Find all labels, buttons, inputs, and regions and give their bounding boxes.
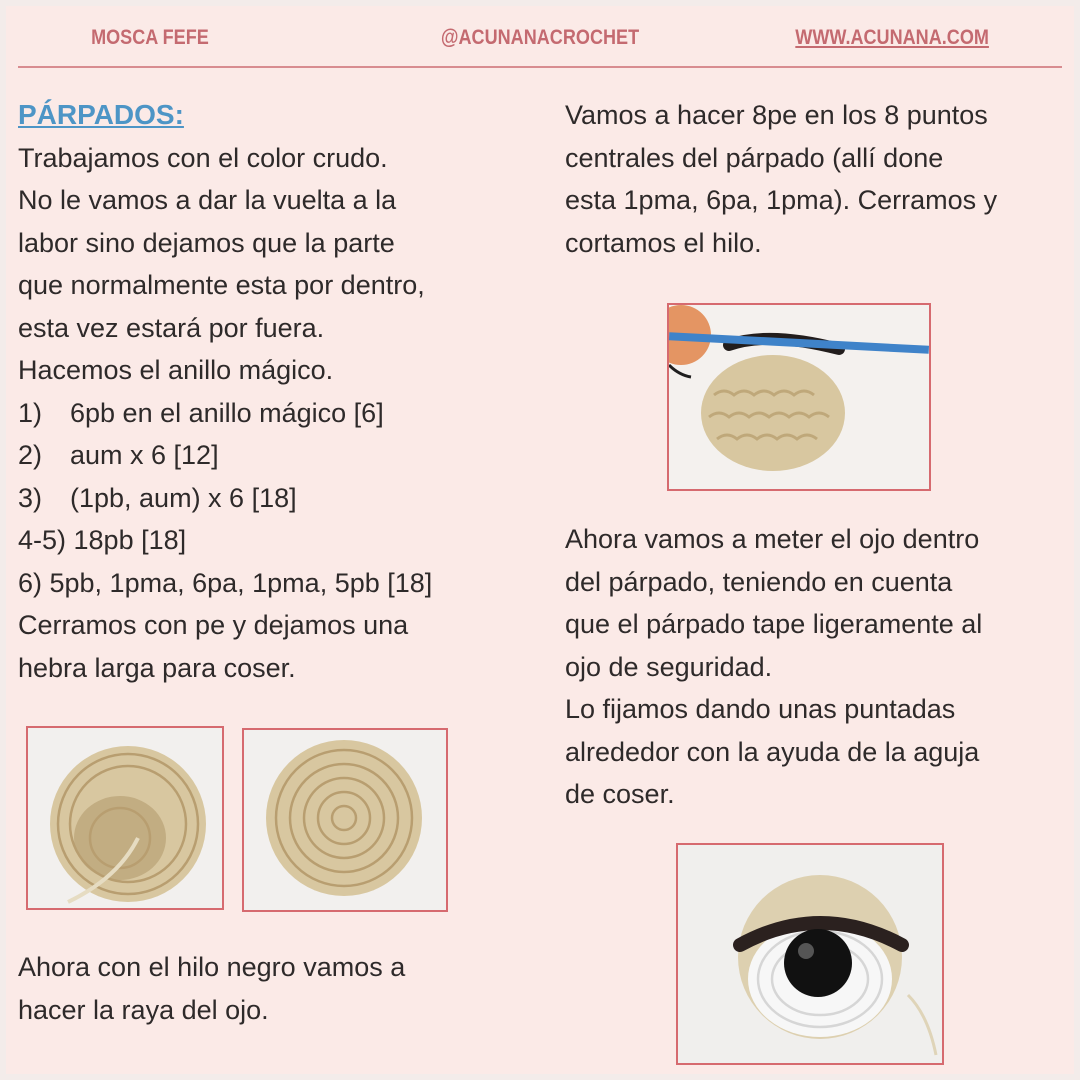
header-divider [18, 66, 1062, 68]
page [6, 6, 1074, 1074]
step-number: 2) [18, 440, 43, 470]
paragraph-line: ojo de seguridad. [565, 651, 773, 682]
paragraph-line: centrales del párpado (allí done [565, 142, 944, 173]
paragraph-line: Vamos a hacer 8pe en los 8 puntos [565, 100, 988, 130]
caption-line: hacer la raya del ojo. [18, 994, 269, 1025]
crochet-cup-icon [244, 730, 446, 910]
paragraph-line: esta 1pma, 6pa, 1pma). Cerramos y [565, 185, 998, 215]
intro-line: labor sino dejamos que la parte [18, 227, 395, 258]
step-item: 4-5) 18pb [18] [18, 525, 187, 555]
paragraph-line: Lo fijamos dando unas puntadas [565, 694, 956, 724]
header-instagram-handle[interactable]: @ACUNANACROCHET [440, 26, 640, 49]
right-column-bottom [565, 518, 1065, 816]
closing-line: Cerramos con pe y dejamos una [18, 610, 409, 640]
step-item [18, 392, 538, 435]
paragraph-line: Ahora vamos a meter el ojo dentro [565, 524, 980, 554]
paragraph-line: del párpado, teniendo en cuenta [565, 566, 953, 597]
crochet-cup-inside-photo [26, 726, 224, 910]
header-website-link[interactable]: WWW.ACUNANA.COM [795, 26, 989, 49]
intro-line: No le vamos a dar la vuelta a la [18, 185, 397, 215]
crochet-hook-icon [669, 305, 929, 489]
step-item [18, 434, 538, 477]
crochet-black-stitch-photo [667, 303, 931, 491]
header [91, 20, 989, 60]
step-text: 6pb en el anillo mágico [6] [70, 397, 384, 428]
step-item [18, 477, 538, 520]
crochet-cup-icon [28, 728, 222, 908]
left-column [18, 94, 538, 689]
step-item: 6) 5pb, 1pma, 6pa, 1pma, 5pb [18] [18, 567, 433, 598]
crochet-eye-finished-photo [676, 843, 944, 1065]
intro-line: que normalmente esta por dentro, [18, 270, 425, 300]
crochet-cup-outside-photo [242, 728, 448, 912]
step-text: aum x 6 [12] [70, 440, 219, 470]
intro-line: esta vez estará por fuera. [18, 312, 325, 343]
intro-line: Hacemos el anillo mágico. [18, 355, 334, 385]
bottom-left-caption [18, 946, 405, 1031]
step-number: 1) [18, 397, 43, 428]
paragraph-line: cortamos el hilo. [565, 227, 762, 258]
caption-line: Ahora con el hilo negro vamos a [18, 952, 406, 982]
intro-line: Trabajamos con el color crudo. [18, 142, 388, 173]
paragraph-line: de coser. [565, 779, 675, 809]
paragraph-line: que el párpado tape ligeramente al [565, 609, 983, 639]
section-title: PÁRPADOS: [18, 99, 184, 130]
right-column-top [565, 94, 1065, 264]
paragraph-line: alrededor con la ayuda de la aguja [565, 736, 980, 767]
header-pattern-name: MOSCA FEFE [91, 26, 209, 49]
step-text: (1pb, aum) x 6 [18] [70, 482, 297, 513]
closing-line: hebra larga para coser. [18, 652, 296, 683]
step-number: 3) [18, 482, 43, 513]
safety-eye-icon [678, 845, 942, 1063]
